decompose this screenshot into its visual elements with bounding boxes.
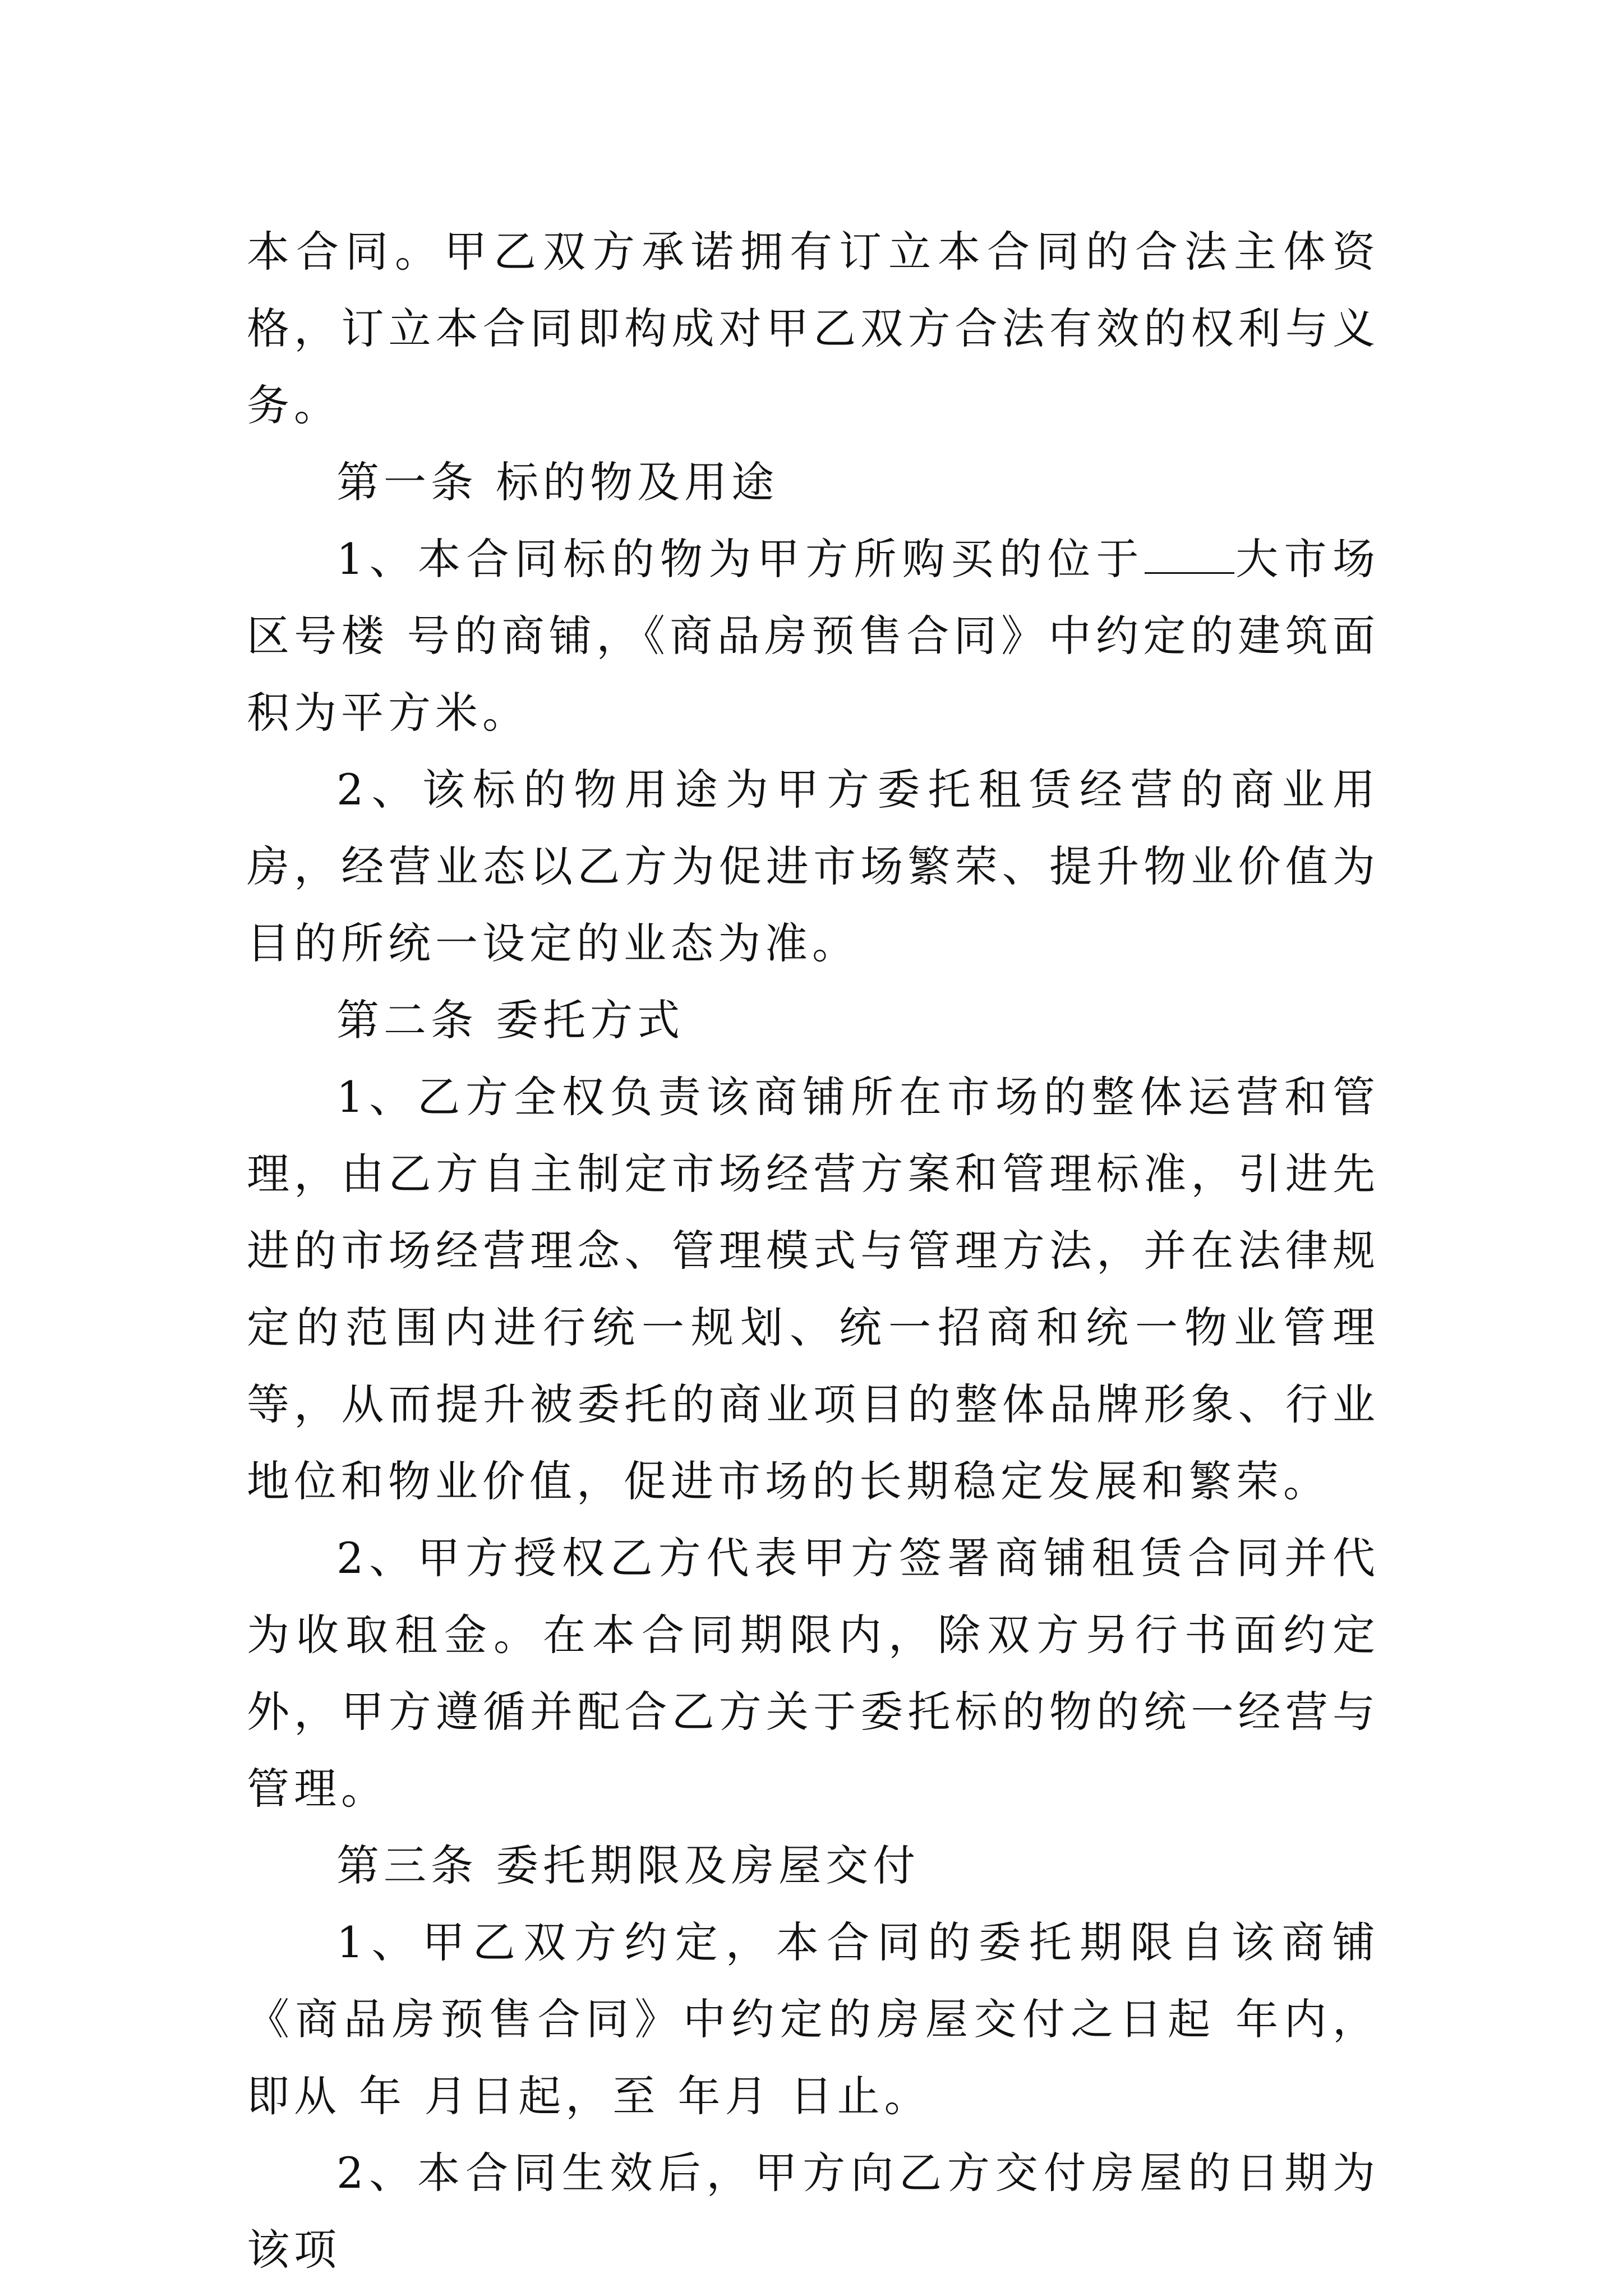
heading-text: 第一条 标的物及用途	[336, 457, 779, 507]
paragraph-continuation	[247, 213, 1380, 444]
clause-text: 1、甲乙双方约定，本合同的委托期限自该商铺《商品房预售合同》中约定的房屋交付之日起 年内，即从 年 月日起，至 年月 日止。	[247, 1917, 1380, 2121]
clause-text: 1、乙方全权负责该商铺所在市场的整体运营和管理，由乙方自主制定市场经营方案和管理标准，引进先进的市场经营理念、管理模式与管理方法，并在法律规定的范围内进行统一规划、统一招商和统一物业管理等，从而提升被委托的商业项目的整体品牌形象、行业地位和物业价值，促进市场的长期稳定发展和繁荣。	[247, 1072, 1380, 1506]
clause-3-2	[247, 2134, 1380, 2288]
clause-text: 2、该标的物用途为甲方委托租赁经营的商业用房，经营业态以乙方为促进市场繁荣、提升物业价值为目的所统一设定的业态为准。	[247, 765, 1380, 968]
clause-2-2	[247, 1520, 1380, 1827]
document-body	[247, 213, 1380, 2288]
article-heading-1	[247, 444, 1380, 521]
clause-text: 2、甲方授权乙方代表甲方签署商铺租赁合同并代为收取租金。在本合同期限内，除双方另行书面约定外，甲方遵循并配合乙方关于委托标的物的统一经营与管理。	[247, 1533, 1380, 1814]
fill-in-blank-line	[1145, 533, 1234, 574]
heading-text: 第三条 委托期限及房屋交付	[336, 1841, 920, 1890]
article-heading-3	[247, 1827, 1380, 1904]
clause-text-before-blank: 1、本合同标的物为甲方所购买的位于	[336, 534, 1145, 584]
article-heading-2	[247, 982, 1380, 1059]
heading-text: 第二条 委托方式	[336, 995, 685, 1045]
clause-1-2	[247, 751, 1380, 982]
clause-2-1	[247, 1059, 1380, 1520]
clause-text-after-blank: 大市场 区号楼 号的商铺，《商品房预售合同》中约定的建筑面积为平方米。	[247, 534, 1380, 738]
clause-1-1	[247, 521, 1380, 751]
clause-3-1	[247, 1904, 1380, 2134]
clause-text: 2、本合同生效后，甲方向乙方交付房屋的日期为该项	[247, 2148, 1380, 2275]
paragraph-text: 本合同。甲乙双方承诺拥有订立本合同的合法主体资格，订立本合同即构成对甲乙双方合法有效的权利与义务。	[247, 227, 1380, 430]
